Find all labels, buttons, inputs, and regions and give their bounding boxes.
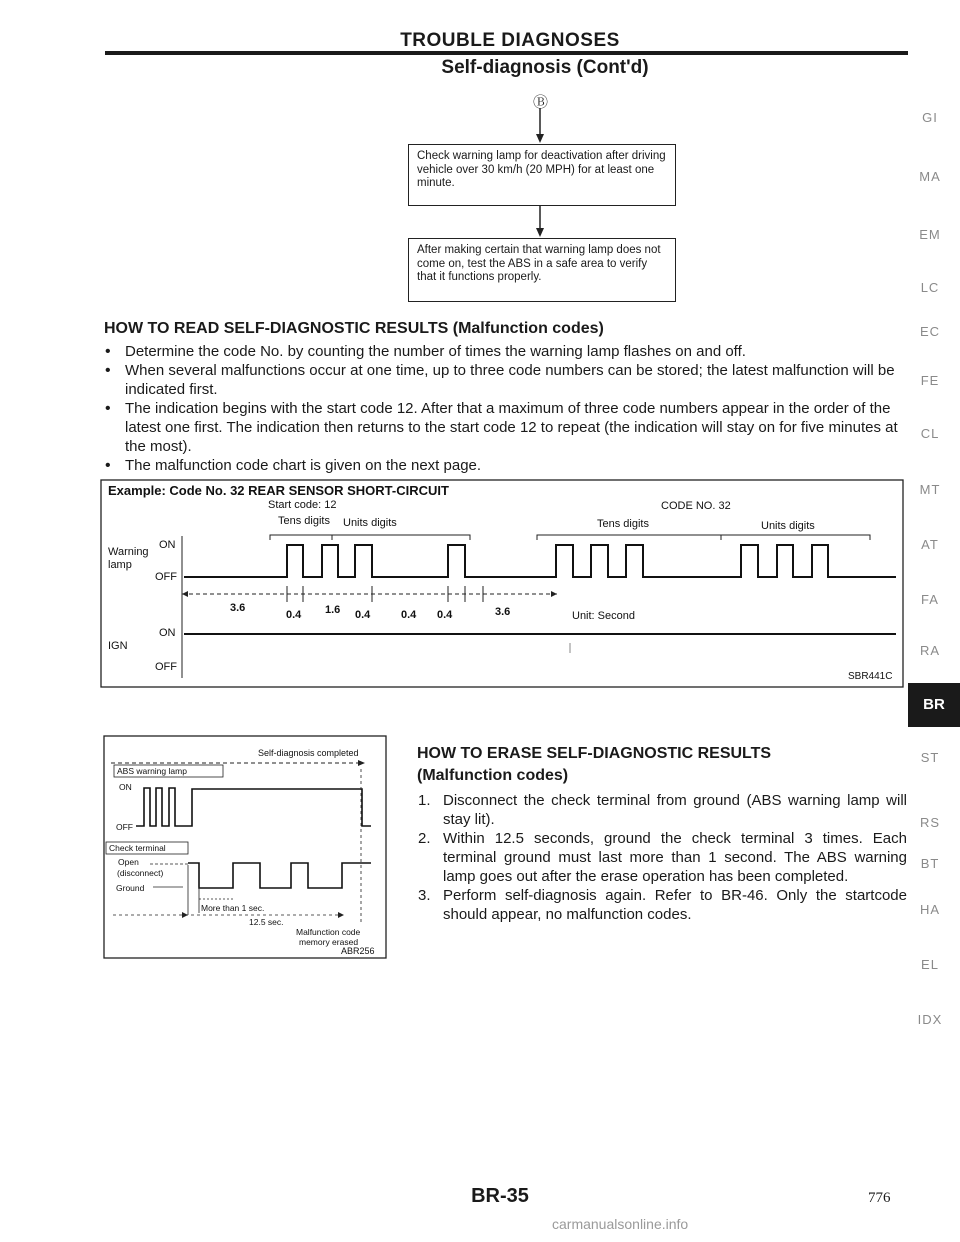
abs-lamp-label: ABS warning lamp	[117, 766, 187, 776]
self-diagnosis-completed-label: Self-diagnosis completed	[258, 748, 359, 758]
flow-box-deactivation: Check warning lamp for deactivation after driving vehicle over 30 km/h (20 MPH) for at least one minute.	[408, 144, 676, 206]
flow-connector: Ⓑ	[533, 94, 549, 111]
flow-box-test-abs: After making certain that warning lamp does not come on, test the ABS in a safe area to verify that it functions properly.	[408, 238, 676, 302]
unit-label: Unit: Second	[572, 610, 635, 622]
figure-ref: ABR256	[341, 946, 375, 956]
header-rule	[105, 51, 908, 55]
section-tab: AT	[921, 537, 939, 552]
tens-digits-label-1: Tens digits	[278, 515, 330, 527]
list-item: 3. Perform self-diagnosis again. Refer to BR-46. Only the startcode should appear, no malfunction codes.	[418, 887, 907, 923]
lamp-label: lamp	[108, 559, 132, 571]
read-heading: HOW TO READ SELF-DIAGNOSTIC RESULTS (Malfunction codes)	[104, 320, 604, 337]
twelve-point-five-label: 12.5 sec.	[249, 917, 284, 927]
section-tab: EL	[921, 957, 939, 972]
example-title: Example: Code No. 32 REAR SENSOR SHORT-CIRCUIT	[108, 483, 449, 498]
section-tab-active: BR	[908, 683, 960, 727]
section-tab: MT	[919, 482, 941, 497]
ign-off-label: OFF	[155, 661, 177, 673]
erase-diagram	[103, 735, 388, 960]
ground-label: Ground	[116, 883, 145, 893]
erase-steps	[418, 791, 907, 924]
page-number: 776	[868, 1190, 891, 1206]
check-terminal-label: Check terminal	[109, 843, 166, 853]
ign-on-label: ON	[159, 627, 176, 639]
page-label: BR-35	[471, 1185, 529, 1207]
erase-subheading: (Malfunction codes)	[417, 767, 569, 784]
section-tab: RS	[919, 815, 941, 830]
abs-lamp-waveform	[136, 788, 371, 826]
more-than-label: More than 1 sec.	[201, 903, 265, 913]
time-label: 3.6	[230, 602, 246, 614]
read-bullets	[103, 342, 907, 475]
start-code-label: Start code: 12	[268, 499, 337, 511]
list-item: • The malfunction code chart is given on the next page.	[103, 456, 907, 475]
section-tab: MA	[919, 169, 941, 184]
section-tab: GI	[922, 110, 938, 125]
section-tab: FA	[921, 592, 939, 607]
time-label: 0.4	[437, 609, 453, 621]
list-item: • When several malfunctions occur at one time, up to three code numbers can be stored; the latest malfunction will be indicated first.	[103, 361, 907, 399]
code-no-label: CODE NO. 32	[661, 500, 731, 512]
disconnect-label: (disconnect)	[117, 868, 164, 878]
section-tab: EM	[919, 227, 941, 242]
section-tab: RA	[919, 643, 941, 658]
section-tab: HA	[919, 902, 941, 917]
section-tab: ST	[920, 750, 940, 765]
lamp-on-label: ON	[159, 539, 176, 551]
list-item: 2. Within 12.5 seconds, ground the check terminal 3 times. Each terminal ground must last more than 1 second. The ABS warning lamp goes out after the erase operation has been completed.	[418, 830, 907, 885]
units-digits-label-1: Units digits	[343, 517, 397, 529]
page-subtitle: Self-diagnosis (Cont'd)	[441, 57, 649, 78]
time-label: 0.4	[355, 609, 371, 621]
open-label: Open	[118, 857, 139, 867]
section-tab: IDX	[917, 1012, 943, 1027]
memory-erased-label: memory erased	[299, 937, 359, 947]
check-terminal-waveform	[188, 863, 371, 888]
abs-off-label: OFF	[116, 822, 133, 832]
time-label: 1.6	[325, 604, 341, 616]
tens-digits-label-2: Tens digits	[597, 518, 649, 530]
malfunction-code-label: Malfunction code	[296, 927, 361, 937]
warning-label: Warning	[108, 546, 149, 558]
section-tab: CL	[920, 426, 940, 441]
units-digits-label-2: Units digits	[761, 520, 815, 532]
section-tab: FE	[920, 373, 940, 388]
warning-lamp-waveform	[184, 545, 896, 577]
section-tab: BT	[920, 856, 940, 871]
section-tab: LC	[920, 280, 940, 295]
abs-on-label: ON	[119, 782, 132, 792]
ign-label: IGN	[108, 640, 128, 652]
section-tab: EC	[919, 324, 941, 339]
time-label: 0.4	[401, 609, 417, 621]
list-item: • Determine the code No. by counting the number of times the warning lamp flashes on and off.	[103, 342, 907, 361]
list-item: • The indication begins with the start code 12. After that a maximum of three code numbers appear in the order of the latest one first. The indication then returns to the start code 12 to repeat (the indication will stay on for five minutes at the most).	[103, 399, 907, 456]
code-example-diagram	[100, 478, 905, 690]
time-label: 3.6	[495, 606, 511, 618]
list-item: 1. Disconnect the check terminal from ground (ABS warning lamp will stay lit).	[418, 792, 907, 828]
erase-heading: HOW TO ERASE SELF-DIAGNOSTIC RESULTS	[417, 745, 772, 762]
figure-ref: SBR441C	[848, 671, 893, 682]
watermark: carmanualsonline.info	[552, 1216, 689, 1232]
lamp-off-label: OFF	[155, 571, 177, 583]
time-label: 0.4	[286, 609, 302, 621]
page-title: TROUBLE DIAGNOSES	[400, 30, 620, 51]
